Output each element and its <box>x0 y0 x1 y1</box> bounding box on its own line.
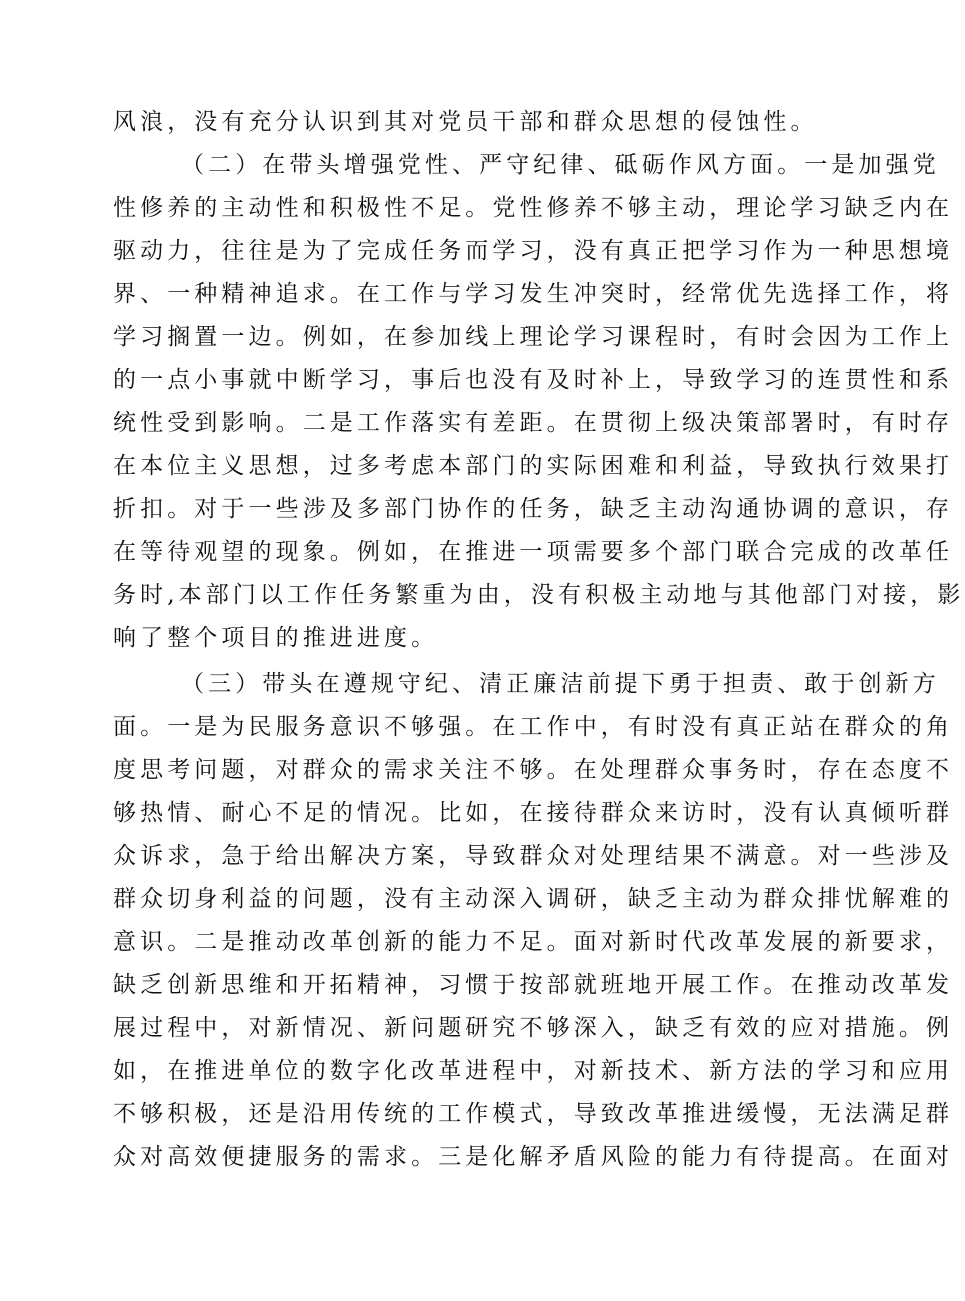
text-line: 展过程中，对新情况、新问题研究不够深入，缺乏有效的应对措施。例 <box>113 1015 954 1041</box>
text-line: 意识。二是推动改革创新的能力不足。面对新时代改革发展的新要求， <box>113 929 954 955</box>
text-line: 界、一种精神追求。在工作与学习发生冲突时，经常优先选择工作，将 <box>113 281 954 307</box>
text-line: 学习搁置一边。例如，在参加线上理论学习课程时，有时会因为工作上 <box>113 324 954 350</box>
text-line: 在等待观望的现象。例如，在推进一项需要多个部门联合完成的改革任 <box>113 539 954 565</box>
text-line: 在本位主义思想，过多考虑本部门的实际困难和利益，导致执行效果打 <box>113 453 954 479</box>
text-line: 够热情、耐心不足的情况。比如，在接待群众来访时，没有认真倾听群 <box>113 800 954 826</box>
text-line: 折扣。对于一些涉及多部门协作的任务，缺乏主动沟通协调的意识，存 <box>113 496 954 522</box>
text-line: 驱动力，往往是为了完成任务而学习，没有真正把学习作为一种思想境 <box>113 238 954 264</box>
text-line: 响了整个项目的推进进度。 <box>113 625 439 651</box>
paragraph-continuation <box>113 101 833 144</box>
text-line: 群众切身利益的问题，没有主动深入调研，缺乏主动为群众排忧解难的 <box>113 886 954 912</box>
paragraph-section-2 <box>113 144 965 660</box>
text-line: 众对高效便捷服务的需求。三是化解矛盾风险的能力有待提高。在面对 <box>113 1144 954 1170</box>
text-line: 务时,本部门以工作任务繁重为由，没有积极主动地与其他部门对接，影 <box>113 582 965 608</box>
text-line: 如，在推进单位的数字化改革进程中，对新技术、新方法的学习和应用 <box>113 1058 954 1084</box>
text-line: 的一点小事就中断学习，事后也没有及时补上，导致学习的连贯性和系 <box>113 367 954 393</box>
paragraph-section-3 <box>113 663 954 1179</box>
text-line: （二）在带头增强党性、严守纪律、砥砺作风方面。一是加强党 <box>181 152 940 178</box>
text-line: 不够积极，还是沿用传统的工作模式，导致改革推进缓慢，无法满足群 <box>113 1101 954 1127</box>
text-line: 面。一是为民服务意识不够强。在工作中，有时没有真正站在群众的角 <box>113 714 954 740</box>
text-line: 性修养的主动性和积极性不足。党性修养不够主动，理论学习缺乏内在 <box>113 195 954 221</box>
text-line: 缺乏创新思维和开拓精神，习惯于按部就班地开展工作。在推动改革发 <box>113 972 954 998</box>
text-line: 统性受到影响。二是工作落实有差距。在贯彻上级决策部署时，有时存 <box>113 410 954 436</box>
text-line: 风浪，没有充分认识到其对党员干部和群众思想的侵蚀性。 <box>113 109 818 135</box>
text-line: 度思考问题，对群众的需求关注不够。在处理群众事务时，存在态度不 <box>113 757 954 783</box>
text-line: （三）带头在遵规守纪、清正廉洁前提下勇于担责、敢于创新方 <box>181 671 940 697</box>
text-line: 众诉求，急于给出解决方案，导致群众对处理结果不满意。对一些涉及 <box>113 843 954 869</box>
